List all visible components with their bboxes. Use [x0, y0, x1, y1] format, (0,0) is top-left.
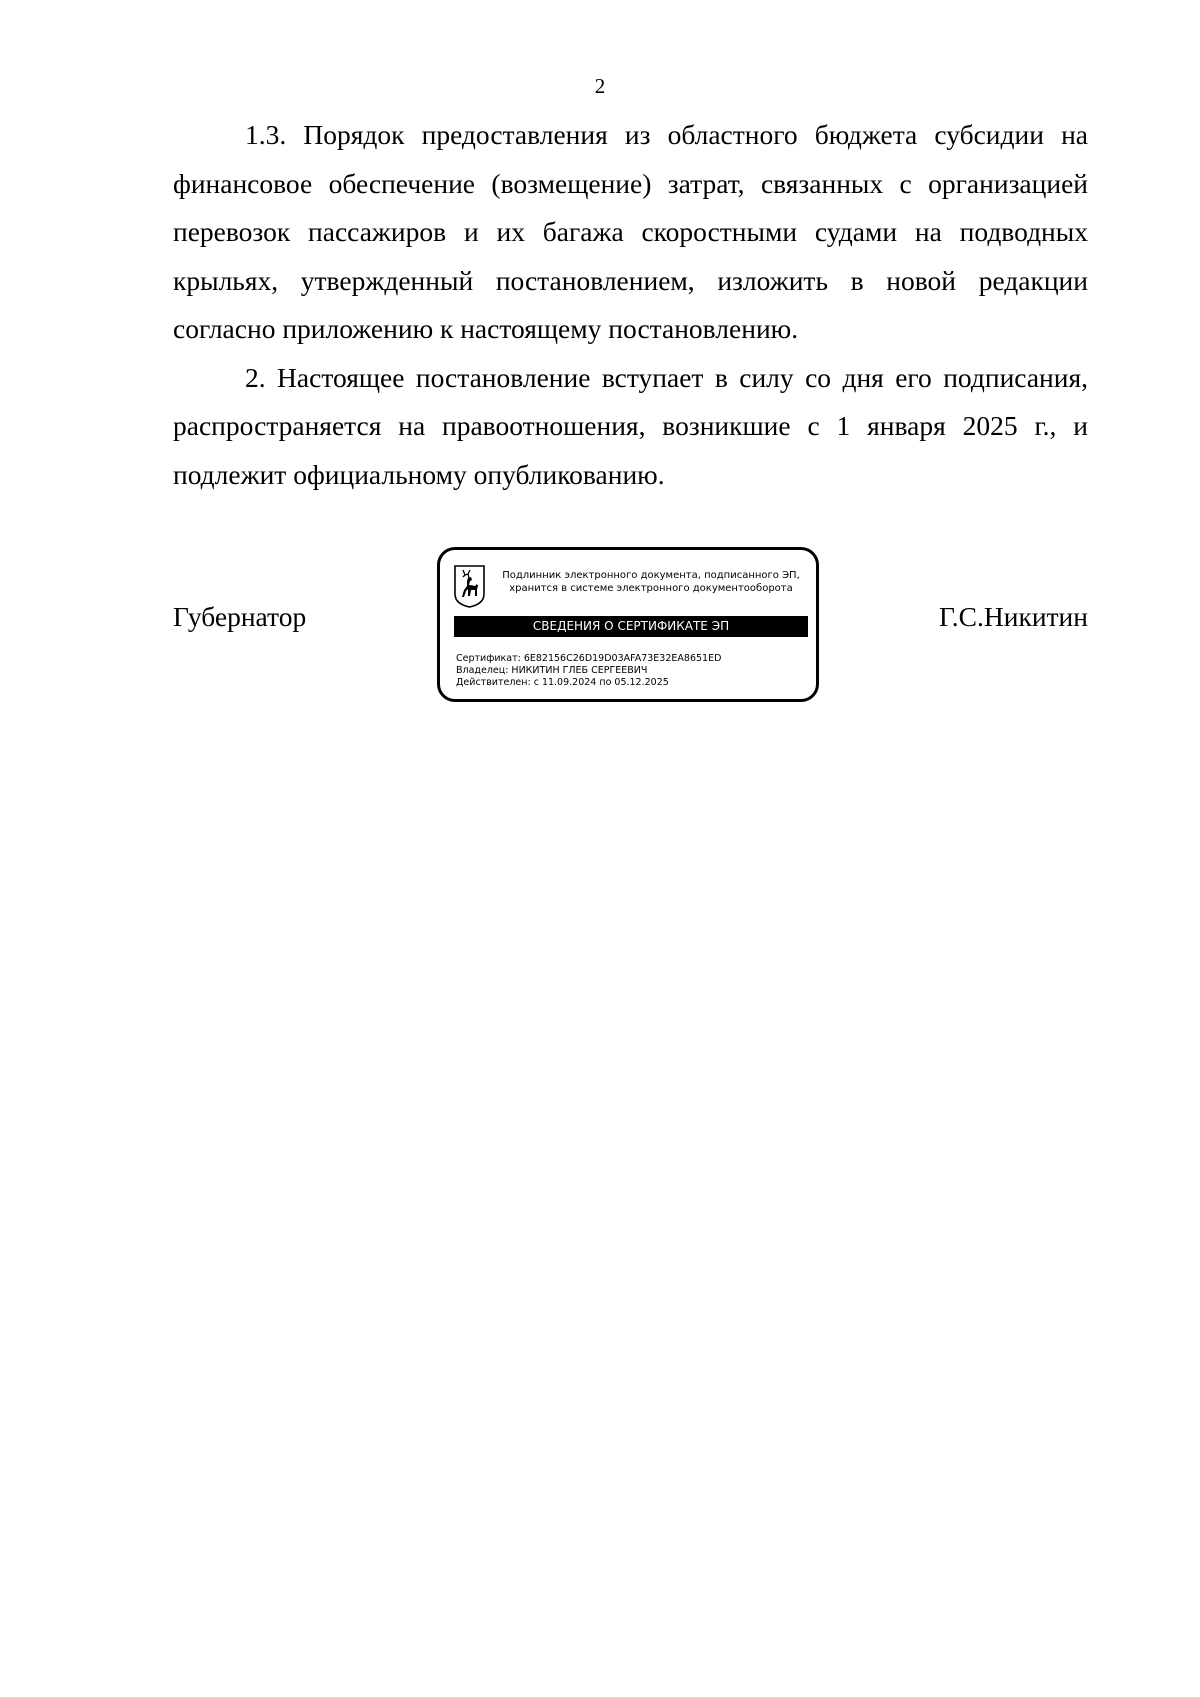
paragraph-1-3: 1.3. Порядок предоставления из областного бюджета субсидии на финансовое обеспечение (возмещение) затрат, связанных с организацией перевозок пассажиров и их багажа скоростными судами на подводных крыльях, утвержденный постановлением, изложить в новой редакции согласно приложению к настоящему постановлению.: [173, 119, 1088, 344]
document-body: [173, 111, 1088, 499]
deer-coat-of-arms-icon: [453, 564, 486, 608]
stamp-header-line-1: Подлинник электронного документа, подписанного ЭП,: [502, 570, 800, 581]
signature-block: [0, 547, 1200, 707]
stamp-certificate-details: [456, 653, 721, 689]
page-number: 2: [594, 74, 606, 98]
certificate-validity: Действителен: с 11.09.2024 по 05.12.2025: [456, 677, 669, 688]
electronic-signature-stamp: [437, 547, 819, 702]
paragraph-2: 2. Настоящее постановление вступает в силу со дня его подписания, распространяется на правоотношения, возникшие с 1 января 2025 г., и подлежит официальному опубликованию.: [173, 361, 1088, 490]
stamp-title-bar: СВЕДЕНИЯ О СЕРТИФИКАТЕ ЭП: [454, 616, 808, 637]
signer-position: Губернатор: [173, 601, 307, 632]
signer-name: Г.С.Никитин: [939, 601, 1088, 632]
stamp-header-line-2: хранится в системе электронного документооборота: [509, 583, 793, 594]
certificate-number: Сертификат: 6E82156C26D19D03AFA73E32EA8651ED: [456, 653, 722, 664]
certificate-owner: Владелец: НИКИТИН ГЛЕБ СЕРГЕЕВИЧ: [456, 665, 648, 676]
stamp-header: [492, 569, 810, 595]
